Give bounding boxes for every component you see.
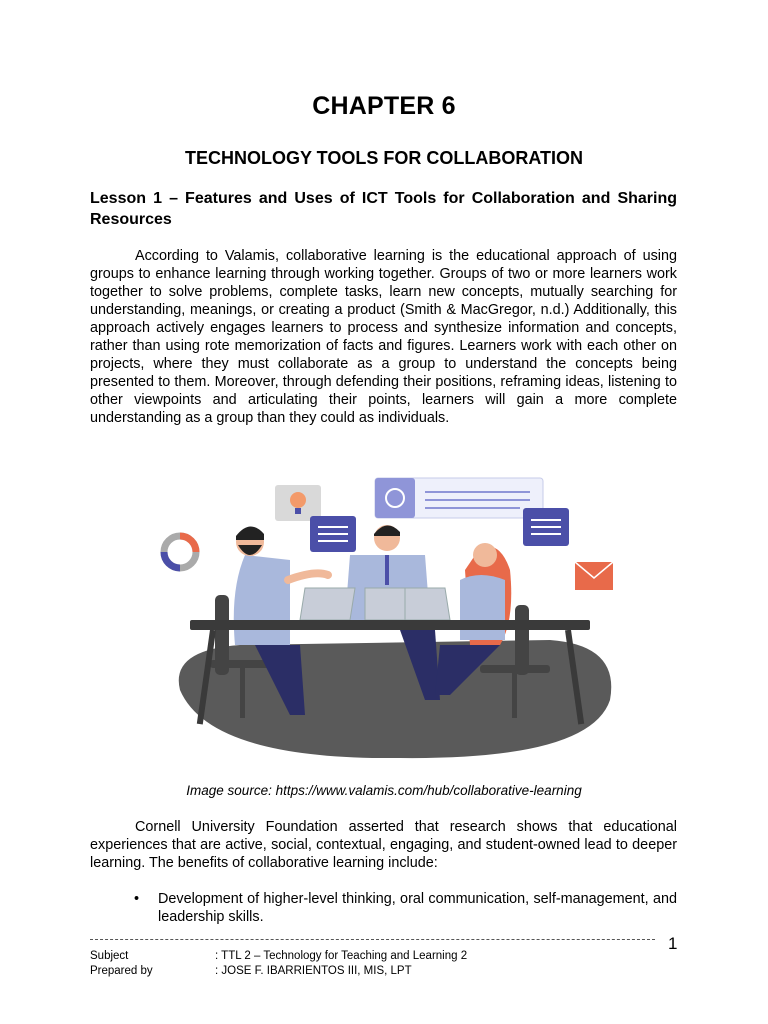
section-title: TECHNOLOGY TOOLS FOR COLLABORATION — [185, 148, 583, 168]
list-item — [90, 890, 677, 926]
lesson-title: Lesson 1 – Features and Uses of ICT Tools for Collaboration and Sharing Resources — [90, 190, 677, 228]
benefits-intro-paragraph: Cornell University Foundation asserted that research shows that educational experiences that are active, social, contextual, engaging, and student-owned lead to deeper learning. The benefits of collaborative learning include: — [90, 819, 677, 871]
collaboration-illustration — [150, 470, 630, 760]
footer-subject-row — [90, 949, 467, 963]
figure-caption: Image source: https://www.valamis.com/hub/collaborative-learning — [186, 783, 582, 798]
footer-prepared-value: : JOSE F. IBARRIENTOS III, MIS, LPT — [215, 965, 412, 977]
benefits-list — [90, 890, 677, 926]
list-item-text: Development of higher-level thinking, oral communication, self-management, and leadership skills. — [158, 891, 677, 925]
chapter-title: CHAPTER 6 — [312, 92, 456, 120]
footer-prepared-row — [90, 964, 412, 978]
page-number: 1 — [668, 934, 678, 953]
footer-subject-label: Subject — [90, 950, 129, 962]
intro-paragraph: According to Valamis, collaborative learning is the educational approach of using groups to enhance learning through working together. Groups of two or more learners work together to solve problems, complete tasks, learn new concepts, mutually searching for understanding, meanings, or creating a product (Smith & MacGregor, n.d.) Additionally, this approach actively engages learners to process and synthesize information and concepts, rather than using rote memorization of facts and figures. Learners work with each other on projects, where they must collaborate as a group to understand the concepts being presented to them. Moreover, through defending their positions, reframing ideas, listening to other viewpoints and articulating their points, learners will gain a more complete understanding as a group than they could as individuals. — [90, 248, 677, 426]
footer-divider — [90, 939, 655, 940]
footer-subject-value: : TTL 2 – Technology for Teaching and Learning 2 — [215, 950, 468, 962]
footer-prepared-label: Prepared by — [90, 965, 153, 977]
bullet-icon: • — [134, 891, 140, 907]
